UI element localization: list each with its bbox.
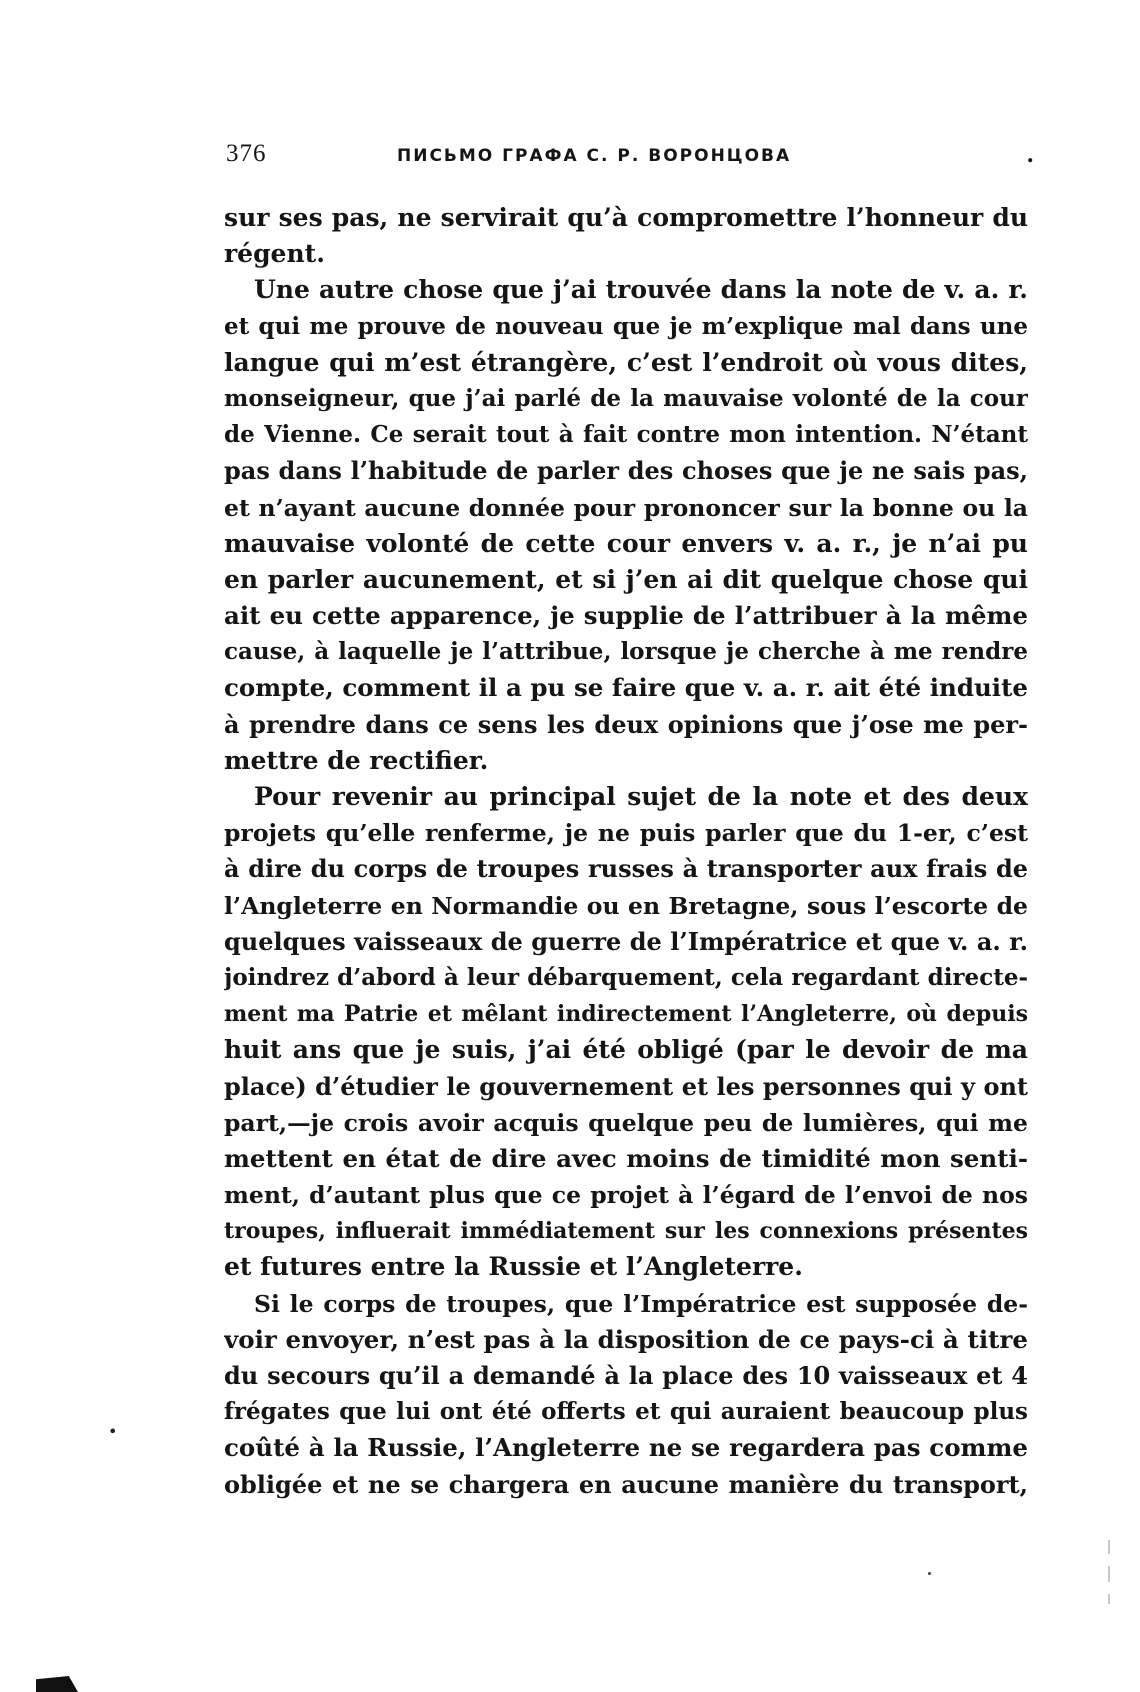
header-dot: . (1026, 142, 1034, 168)
text-line: sur ses pas, ne servirait qu’à compromettre l’honneur du (224, 203, 1028, 232)
text-line: coûté à la Russie, l’Angleterre ne se regardera pas comme (224, 1433, 1028, 1463)
text-line: mettent en état de dire avec moins de timidité mon senti- (224, 1143, 1028, 1173)
page-number: 376 (226, 140, 267, 167)
running-title: ПИСЬМО ГРАФА С. Р. ВОРОНЦОВА (397, 146, 792, 166)
text-line: à prendre dans ce sens les deux opinions que j’ose me per- (224, 709, 1028, 739)
text-line: et qui me prouve de nouveau que je m’explique mal dans une (224, 312, 1028, 340)
text-line: part,—je crois avoir acquis quelque peu de lumières, qui me (224, 1108, 1028, 1137)
text-line: joindrez d’abord à leur débarquement, cela regardant directe- (224, 963, 1028, 991)
text-line: monseigneur, que j’ai parlé de la mauvaise volonté de la cour (224, 384, 1028, 412)
text-line: voir envoyer, n’est pas à la disposition de ce pays-ci à titre (224, 1324, 1028, 1354)
text-line: ment ma Patrie et mêlant indirectement l’Angleterre, où depuis (224, 1001, 1028, 1028)
text-line: mauvaise volonté de cette cour envers v. a. r., je n’ai pu (224, 528, 1028, 558)
text-line: cause, à laquelle je l’attribue, lorsque je cherche à me rendre (224, 638, 1028, 666)
text-line: huit ans que je suis, j’ai été obligé (par le devoir de ma (224, 1035, 1028, 1065)
text-line: quelques vaisseaux de guerre de l’Impératrice et que v. a. r. (224, 926, 1028, 956)
text-line: Si le corps de troupes, que l’Impératrice est supposée de- (254, 1289, 1028, 1318)
text-line: obligée et ne se chargera en aucune manière du transport, (224, 1469, 1028, 1499)
text-line: à dire du corps de troupes russes à transporter aux frais de (224, 854, 1028, 884)
text-line: troupes, influerait immédiatement sur les connexions présentes (224, 1218, 1028, 1245)
text-line: régent. (224, 239, 325, 269)
text-line: de Vienne. Ce serait tout à fait contre mon intention. N’étant (224, 421, 1028, 449)
text-line: du secours qu’il a demandé à la place des 10 vaisseaux et 4 (224, 1361, 1028, 1390)
text-line: place) d’étudier le gouvernement et les personnes qui y ont (224, 1071, 1028, 1101)
text-line: frégates que lui ont été offerts et qui auraient beaucoup plus (224, 1398, 1028, 1426)
text-line: et futures entre la Russie et l’Angleterre. (224, 1252, 803, 1282)
text-line: ait eu cette apparence, je supplie de l’attribuer à la même (224, 601, 1028, 631)
edge-mark (1108, 1540, 1110, 1554)
edge-mark (1108, 1594, 1110, 1604)
corner-ink-blot (36, 1676, 78, 1692)
running-head (226, 136, 1034, 176)
text-line: mettre de rectifier. (224, 745, 489, 775)
text-line: et n’ayant aucune donnée pour prononcer sur la bonne ou la (224, 493, 1028, 522)
edge-mark (1108, 1566, 1110, 1582)
text-line: projets qu’elle renferme, je ne puis parler que du 1-er, c’est (224, 819, 1028, 848)
body-text (224, 200, 1028, 1503)
text-line: ment, d’autant plus que ce projet à l’égard de l’envoi de nos (224, 1181, 1028, 1210)
text-line: Une autre chose que j’ai trouvée dans la note de v. a. r. (254, 275, 1028, 305)
text-line: Pour revenir au principal sujet de la note et des deux (254, 782, 1028, 811)
text-line: en parler aucunement, et si j’en ai dit quelque chose qui (224, 564, 1028, 594)
text-line: compte, comment il a pu se faire que v. a. r. ait été induite (224, 673, 1028, 703)
margin-mark: • (108, 1422, 118, 1441)
stray-ink-dot (928, 1572, 931, 1575)
text-line: l’Angleterre en Normandie ou en Bretagne, sous l’escorte de (224, 891, 1028, 920)
text-line: pas dans l’habitude de parler des choses que je ne sais pas, (224, 456, 1028, 486)
text-line: langue qui m’est étrangère, c’est l’endroit où vous dites, (224, 347, 1028, 377)
